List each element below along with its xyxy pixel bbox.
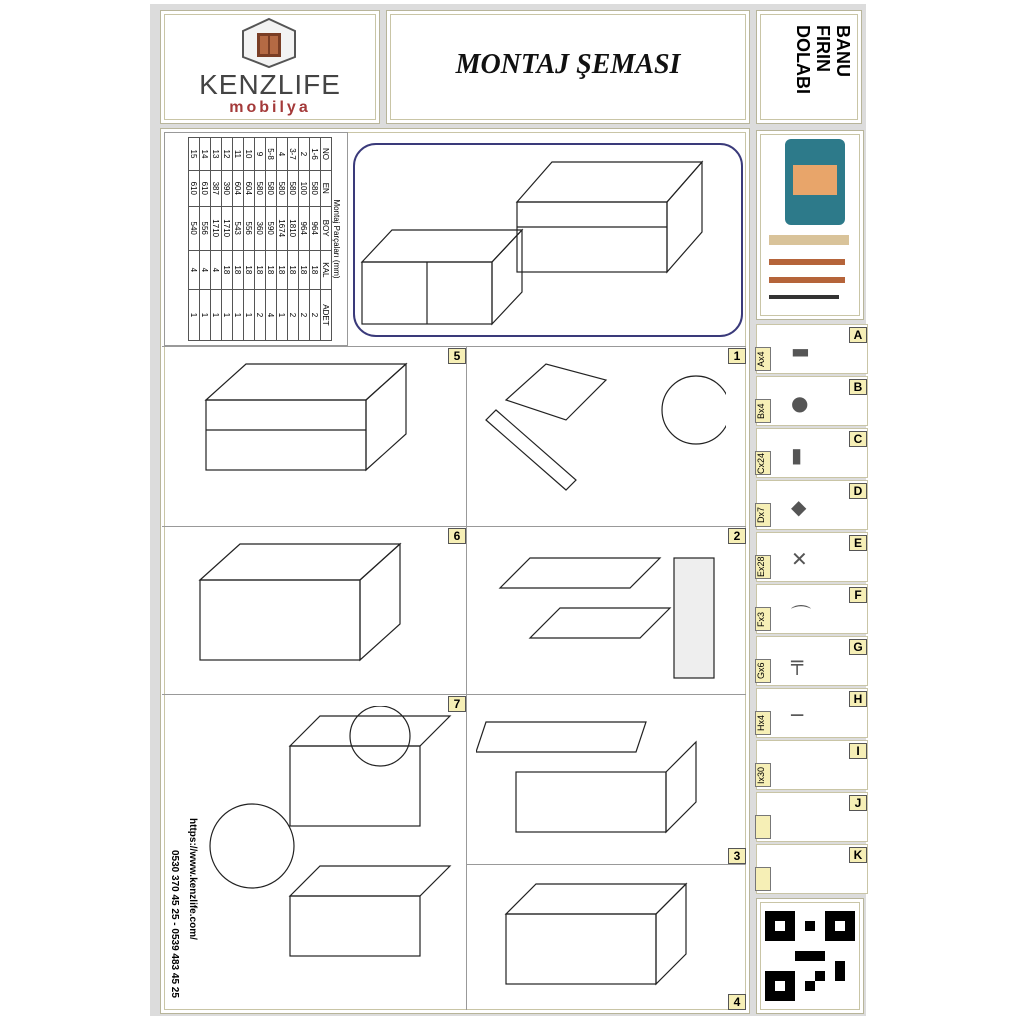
step-number-5: 5	[448, 348, 466, 364]
cell: 2	[288, 289, 299, 340]
title-panel	[386, 10, 750, 124]
hardware-item-f	[756, 584, 868, 634]
hardware-quantity	[755, 815, 771, 839]
cell: 18	[222, 250, 233, 289]
hardware-item-k	[756, 844, 868, 894]
cell: 15	[189, 138, 200, 171]
hardware-letter: K	[849, 847, 867, 863]
hardware-quantity: Bx4	[755, 399, 771, 423]
brand-name: KENZLIFE	[199, 69, 341, 100]
parts-table-caption: Montaj Parçaları (mm)	[332, 199, 341, 279]
table-row	[255, 138, 266, 341]
table-image	[793, 165, 837, 195]
step-number-6: 6	[448, 528, 466, 544]
step-6-illustration	[190, 540, 420, 690]
cell: 18	[255, 250, 266, 289]
hardware-part-icon: ●	[791, 391, 809, 415]
hardware-letter: J	[849, 795, 867, 811]
cell: 12	[222, 138, 233, 171]
col-adet: ADET	[321, 289, 332, 340]
hardware-quantity: Dx7	[755, 503, 771, 527]
cell: 18	[244, 250, 255, 289]
cell: 5-8	[266, 138, 277, 171]
contact-phone: 0530 370 45 25 - 0539 483 45 25	[169, 850, 180, 998]
cell: 1	[277, 289, 288, 340]
cell: 4	[189, 250, 200, 289]
hardware-letter: E	[849, 535, 867, 551]
cell: 18	[277, 250, 288, 289]
step-divider-h3	[162, 694, 746, 695]
cell: 18	[310, 250, 321, 289]
product-name-2: FIRIN	[813, 25, 833, 72]
hardware-item-a	[756, 324, 868, 374]
cell: 580	[266, 170, 277, 206]
cell: 964	[299, 206, 310, 250]
cell: 610	[189, 170, 200, 206]
hardware-item-i	[756, 740, 868, 790]
hardware-quantity	[755, 867, 771, 891]
table-row	[277, 138, 288, 341]
cell: 390	[222, 170, 233, 206]
cell: 100	[299, 170, 310, 206]
hardware-quantity: Cx24	[755, 451, 771, 475]
hardware-quantity: Fx3	[755, 607, 771, 631]
step-1-illustration	[476, 360, 726, 510]
cell: 964	[310, 206, 321, 250]
col-kal: KAL	[321, 250, 332, 289]
hardware-part-icon: ✕	[791, 547, 808, 571]
hardware-part-icon: ⌒	[791, 603, 811, 627]
cell: 4	[211, 250, 222, 289]
step-divider-h2	[162, 526, 746, 527]
cell: 580	[310, 170, 321, 206]
step-number-1: 1	[728, 348, 746, 364]
col-boy: BOY	[321, 206, 332, 250]
cell: 1	[189, 289, 200, 340]
parts-table	[188, 137, 332, 341]
hardware-quantity: Ax4	[755, 347, 771, 371]
cell: 18	[233, 250, 244, 289]
step-number-7: 7	[448, 696, 466, 712]
logo-icon	[239, 17, 299, 69]
step-number-3: 3	[728, 848, 746, 864]
hammer-icon	[769, 235, 849, 245]
cell: 18	[266, 250, 277, 289]
qr-code-icon	[765, 911, 855, 1001]
cell: 4	[266, 289, 277, 340]
parts-table-panel	[164, 132, 348, 346]
cell: 18	[299, 250, 310, 289]
step-7-illustration	[180, 706, 460, 1006]
col-no: NO	[321, 138, 332, 171]
step-5-illustration	[196, 360, 426, 500]
hardware-letter: B	[849, 379, 867, 395]
hardware-item-e	[756, 532, 868, 582]
hardware-part-icon: ◆	[791, 495, 807, 519]
cell: 1710	[222, 206, 233, 250]
cell: 1810	[288, 206, 299, 250]
product-name-3: DOLABI	[793, 25, 813, 94]
step-3-illustration	[476, 712, 726, 852]
table-row	[233, 138, 244, 341]
hardware-letter: D	[849, 483, 867, 499]
product-panel	[756, 10, 862, 124]
hardware-quantity: Ex28	[755, 555, 771, 579]
cell: 4	[277, 138, 288, 171]
table-row	[266, 138, 277, 341]
table-row	[244, 138, 255, 341]
overview-drawing	[352, 142, 744, 338]
step-4-illustration	[476, 874, 726, 1004]
step-divider-h1	[162, 346, 746, 347]
table-row	[222, 138, 233, 341]
hardware-letter: F	[849, 587, 867, 603]
hardware-letter: I	[849, 743, 867, 759]
table-header-row	[321, 138, 332, 341]
hardware-quantity: Gx6	[755, 659, 771, 683]
hardware-part-icon: ▬	[791, 339, 810, 363]
cell: 580	[288, 170, 299, 206]
hardware-part-icon: ▮	[791, 443, 803, 467]
cell: 1	[233, 289, 244, 340]
table-row	[288, 138, 299, 341]
hardware-part-icon: ╤	[791, 651, 804, 675]
cell: 2	[255, 289, 266, 340]
cell: 2	[310, 289, 321, 340]
hardware-item-d	[756, 480, 868, 530]
table-row	[200, 138, 211, 341]
brand-sub: mobilya	[229, 99, 311, 116]
hardware-letter: G	[849, 639, 867, 655]
cell: 10	[244, 138, 255, 171]
cell: 14	[200, 138, 211, 171]
cell: 387	[211, 170, 222, 206]
step-2-illustration	[470, 548, 720, 688]
hardware-item-j	[756, 792, 868, 842]
logo-panel	[160, 10, 380, 124]
hardware-item-g	[756, 636, 868, 686]
step-divider-h4	[466, 864, 746, 865]
cell: 9	[255, 138, 266, 171]
cell: 590	[266, 206, 277, 250]
hardware-quantity: Hx4	[755, 711, 771, 735]
hardware-quantity: Ix30	[755, 763, 771, 787]
cell: 1	[222, 289, 233, 340]
cell: 1	[211, 289, 222, 340]
cell: 1-6	[310, 138, 321, 171]
step-number-2: 2	[728, 528, 746, 544]
table-row	[310, 138, 321, 341]
parts-table-rotated	[188, 137, 341, 341]
hardware-item-b	[756, 376, 868, 426]
hardware-item-h	[756, 688, 868, 738]
hardware-part-icon: ─	[791, 703, 804, 727]
cell: 543	[233, 206, 244, 250]
cell: 540	[189, 206, 200, 250]
cell: 1	[200, 289, 211, 340]
screwdriver-flat-icon	[769, 277, 845, 283]
product-name-1: BANU	[833, 25, 853, 77]
cell: 604	[233, 170, 244, 206]
page-title: MONTAJ ŞEMASI	[455, 49, 681, 80]
cell: 4	[200, 250, 211, 289]
allen-key-icon	[769, 295, 839, 299]
cell: 3-7	[288, 138, 299, 171]
cell: 2	[299, 289, 310, 340]
hardware-letter: H	[849, 691, 867, 707]
cell: 11	[233, 138, 244, 171]
table-row	[299, 138, 310, 341]
cell: 13	[211, 138, 222, 171]
cell: 610	[200, 170, 211, 206]
hardware-letter: A	[849, 327, 867, 343]
col-en: EN	[321, 170, 332, 206]
step-divider-v	[466, 346, 467, 1010]
step-number-4: 4	[728, 994, 746, 1010]
hardware-item-c	[756, 428, 868, 478]
table-row	[211, 138, 222, 341]
cell: 18	[288, 250, 299, 289]
cell: 604	[244, 170, 255, 206]
cell: 2	[299, 138, 310, 171]
table-row	[189, 138, 200, 341]
cell: 360	[255, 206, 266, 250]
tools-panel	[756, 130, 864, 320]
contact-web: https://www.kenzlife.com/	[187, 818, 198, 940]
cell: 1	[244, 289, 255, 340]
cell: 580	[277, 170, 288, 206]
cell: 556	[244, 206, 255, 250]
screwdriver-icon	[769, 259, 845, 265]
cell: 1674	[277, 206, 288, 250]
qr-panel	[756, 898, 864, 1014]
cell: 1710	[211, 206, 222, 250]
hardware-letter: C	[849, 431, 867, 447]
cell: 556	[200, 206, 211, 250]
cell: 580	[255, 170, 266, 206]
